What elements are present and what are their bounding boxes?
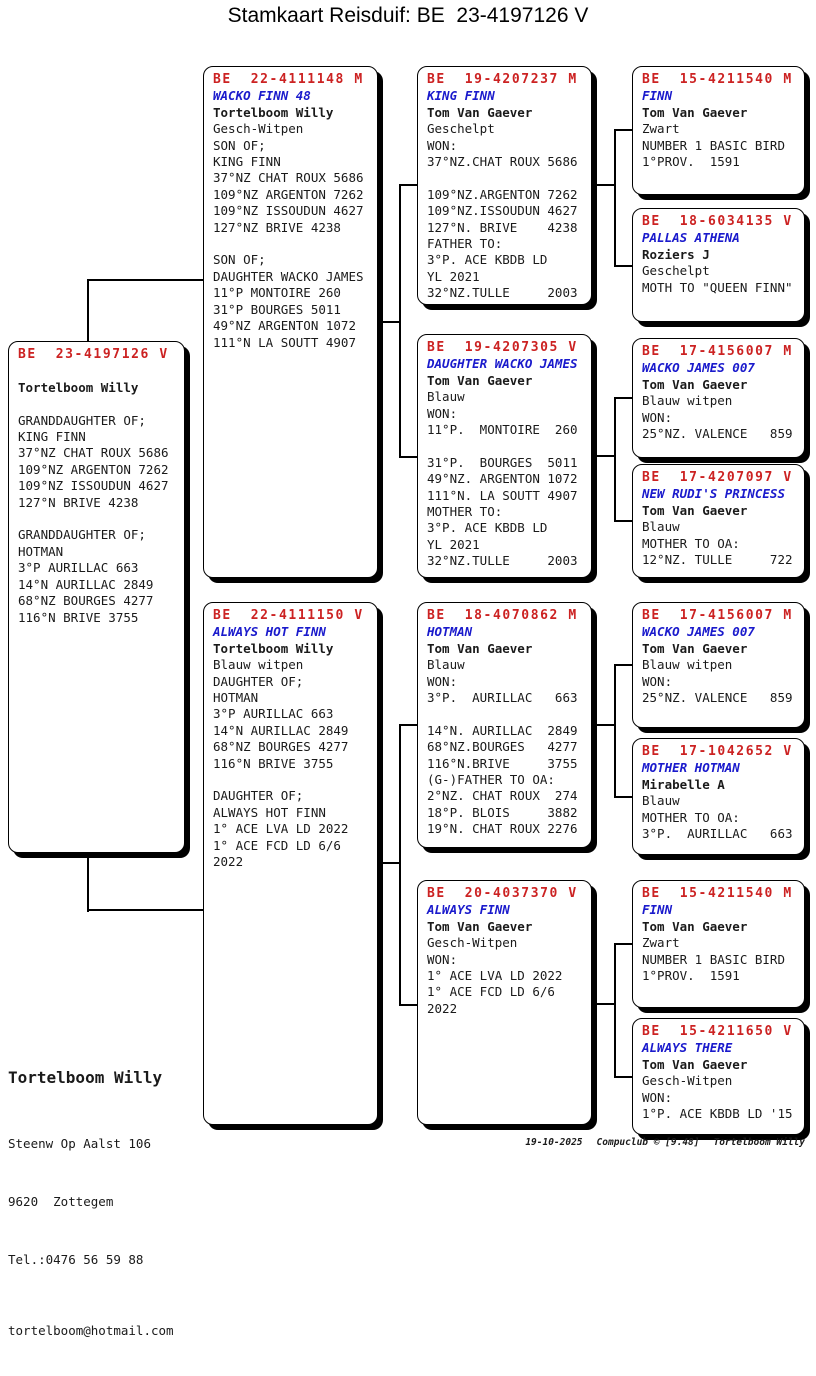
owner-name: Tortelboom Willy bbox=[213, 640, 334, 656]
bird-name: HOTMAN bbox=[427, 624, 473, 640]
pedigree-line: 14°N. AURILLAC 2849 bbox=[427, 722, 578, 738]
pedigree-line: NUMBER 1 BASIC BIRD bbox=[642, 951, 785, 967]
pedigree-line: 25°NZ. VALENCE 859 bbox=[642, 426, 793, 442]
connector-line bbox=[614, 397, 616, 522]
pedigree-line: 11°P MONTOIRE 260 bbox=[213, 285, 341, 301]
connector-line bbox=[594, 455, 616, 457]
bird-name: WACKO FINN 48 bbox=[213, 88, 311, 104]
owner-name: Tom Van Gaever bbox=[427, 104, 533, 120]
pedigree-line: 109°NZ ARGENTON 7262 bbox=[213, 186, 364, 202]
ring-number: BE 23-4197126 V bbox=[18, 347, 169, 362]
ring-number: BE 22-4111148 M bbox=[213, 72, 364, 87]
pedigree-line: 37°NZ.CHAT ROUX 5686 bbox=[427, 154, 578, 170]
pedigree-line: 19°N. CHAT ROUX 2276 bbox=[427, 821, 578, 837]
connector-line bbox=[614, 129, 633, 131]
connector-line bbox=[399, 724, 401, 1006]
pedigree-line: 68°NZ.BOURGES 4277 bbox=[427, 739, 578, 755]
owner-name: Tom Van Gaever bbox=[427, 640, 533, 656]
pedigree-line: DAUGHTER WACKO JAMES bbox=[213, 268, 364, 284]
pedigree-line: KING FINN bbox=[213, 154, 281, 170]
bird-name: ALWAYS HOT FINN bbox=[213, 624, 326, 640]
connector-line bbox=[614, 943, 616, 1078]
owner-name: Roziers J bbox=[642, 246, 710, 262]
ring-number: BE 15-4211650 V bbox=[642, 1024, 793, 1039]
pedigree-box-subject bbox=[8, 341, 185, 853]
pedigree-box-dam bbox=[203, 602, 378, 1125]
pedigree-line: 37°NZ CHAT ROUX 5686 bbox=[213, 170, 364, 186]
pedigree-line: 49°NZ ARGENTON 1072 bbox=[213, 318, 356, 334]
pedigree-line: 116°N BRIVE 3755 bbox=[18, 609, 139, 625]
pedigree-line: MOTH TO "QUEEN FINN" bbox=[642, 279, 793, 295]
pedigree-line: 1°PROV. 1591 bbox=[642, 154, 740, 170]
connector-line bbox=[399, 724, 418, 726]
pedigree-line: 2022 bbox=[213, 854, 244, 870]
pedigree-line: 25°NZ. VALENCE 859 bbox=[642, 690, 793, 706]
ring-number: BE 15-4211540 M bbox=[642, 72, 793, 87]
bird-name: WACKO JAMES 007 bbox=[642, 360, 755, 376]
owner-name: Tom Van Gaever bbox=[642, 640, 748, 656]
pedigree-line: 1° ACE FCD LD 6/6 bbox=[427, 984, 555, 1000]
ring-number: BE 18-6034135 V bbox=[642, 214, 793, 229]
pedigree-line: 1° ACE LVA LD 2022 bbox=[213, 821, 349, 837]
pedigree-box-gg8 bbox=[632, 1018, 805, 1135]
connector-line bbox=[380, 321, 401, 323]
pedigree-line: 2°NZ. CHAT ROUX 274 bbox=[427, 788, 578, 804]
connector-line bbox=[614, 943, 633, 945]
bird-name: DAUGHTER WACKO JAMES bbox=[427, 356, 578, 372]
owner-block bbox=[8, 1030, 174, 1376]
owner-name: Tom Van Gaever bbox=[427, 372, 533, 388]
pedigree-line: FATHER TO: bbox=[427, 236, 503, 252]
pedigree-line: 32°NZ.TULLE 2003 bbox=[427, 285, 578, 301]
pedigree-line: WON: bbox=[427, 405, 458, 421]
connector-line bbox=[614, 265, 633, 267]
pedigree-line: 68°NZ BOURGES 4277 bbox=[213, 739, 349, 755]
bird-name: WACKO JAMES 007 bbox=[642, 624, 755, 640]
pedigree-line: 3°P. AURILLAC 663 bbox=[642, 826, 793, 842]
connector-line bbox=[594, 724, 616, 726]
pedigree-line: YL 2021 bbox=[427, 268, 480, 284]
pedigree-line: Zwart bbox=[642, 935, 680, 951]
pedigree-line: 109°NZ ISSOUDUN 4627 bbox=[213, 203, 364, 219]
ring-number: BE 19-4207237 M bbox=[427, 72, 578, 87]
pedigree-line: 31°P. BOURGES 5011 bbox=[427, 454, 578, 470]
owner-name: Tortelboom Willy bbox=[18, 379, 139, 395]
bird-name: NEW RUDI'S PRINCESS bbox=[642, 486, 785, 502]
owner-name: Tortelboom Willy bbox=[8, 1068, 163, 1087]
pedigree-line: 3°P. AURILLAC 663 bbox=[427, 690, 578, 706]
connector-line bbox=[614, 397, 633, 399]
ring-number: BE 19-4207305 V bbox=[427, 340, 578, 355]
pedigree-box-gg6 bbox=[632, 738, 805, 855]
connector-line bbox=[614, 664, 616, 798]
footer-date: 19-10-2025 bbox=[525, 1137, 583, 1148]
ring-number: BE 20-4037370 V bbox=[427, 886, 578, 901]
pedigree-line: 109°NZ.ISSOUDUN 4627 bbox=[427, 203, 578, 219]
pedigree-line: 3°P. ACE KBDB LD bbox=[427, 520, 548, 536]
owner-name: Tortelboom Willy bbox=[213, 104, 334, 120]
connector-line bbox=[614, 520, 633, 522]
pedigree-box-dam-sire bbox=[417, 602, 592, 848]
page-title: Stamkaart Reisduif: BE 23-4197126 V bbox=[227, 4, 589, 27]
connector-line bbox=[594, 184, 616, 186]
pedigree-line: 127°N. BRIVE 4238 bbox=[427, 219, 578, 235]
pedigree-line: 116°N.BRIVE 3755 bbox=[427, 755, 578, 771]
pedigree-line: 32°NZ.TULLE 2003 bbox=[427, 553, 578, 569]
pedigree-line: Blauw bbox=[427, 657, 465, 673]
pedigree-line: Blauw witpen bbox=[642, 657, 733, 673]
blank-line bbox=[18, 396, 178, 412]
pedigree-line: WON: bbox=[642, 673, 673, 689]
pedigree-line: DAUGHTER OF; bbox=[213, 788, 304, 804]
pedigree-line: 111°N. LA SOUTT 4907 bbox=[427, 487, 578, 503]
pedigree-line: 1°P. ACE KBDB LD '15 bbox=[642, 1106, 793, 1122]
pedigree-line: 127°N BRIVE 4238 bbox=[18, 494, 139, 510]
blank-line bbox=[18, 363, 178, 379]
pedigree-line: 3°P. ACE KBDB LD bbox=[427, 252, 548, 268]
bird-name: PALLAS ATHENA bbox=[642, 230, 740, 246]
pedigree-line: GRANDDAUGHTER OF; bbox=[18, 412, 146, 428]
connector-line bbox=[614, 1076, 633, 1078]
connector-line bbox=[87, 280, 89, 342]
owner-name: Tom Van Gaever bbox=[427, 918, 533, 934]
connector-line bbox=[614, 130, 616, 267]
pedigree-box-gg5 bbox=[632, 602, 805, 728]
pedigree-line: MOTHER TO: bbox=[427, 504, 503, 520]
connector-line bbox=[399, 184, 418, 186]
connector-line bbox=[594, 1003, 616, 1005]
pedigree-line: SON OF; bbox=[213, 252, 266, 268]
connector-line bbox=[399, 184, 401, 458]
pedigree-line: 49°NZ. ARGENTON 1072 bbox=[427, 471, 578, 487]
pedigree-line: 109°NZ ISSOUDUN 4627 bbox=[18, 478, 169, 494]
pedigree-line: 127°NZ BRIVE 4238 bbox=[213, 219, 341, 235]
owner-name: Mirabelle A bbox=[642, 776, 725, 792]
bird-name: KING FINN bbox=[427, 88, 495, 104]
connector-line bbox=[87, 853, 89, 912]
pedigree-line: 109°NZ.ARGENTON 7262 bbox=[427, 186, 578, 202]
pedigree-line: 116°N BRIVE 3755 bbox=[213, 755, 334, 771]
pedigree-line: Blauw witpen bbox=[642, 393, 733, 409]
pedigree-box-sire bbox=[203, 66, 378, 578]
pedigree-line: WON: bbox=[642, 1089, 673, 1105]
pedigree-line: Blauw bbox=[642, 793, 680, 809]
pedigree-line: Blauw bbox=[642, 519, 680, 535]
blank-line bbox=[213, 772, 371, 788]
pedigree-line: Blauw bbox=[427, 389, 465, 405]
pedigree-line: 12°NZ. TULLE 722 bbox=[642, 552, 793, 568]
ring-number: BE 22-4111150 V bbox=[213, 608, 364, 623]
pedigree-line: Gesch-Witpen bbox=[213, 121, 304, 137]
owner-email: tortelboom@hotmail.com bbox=[8, 1323, 174, 1338]
owner-name: Tom Van Gaever bbox=[642, 502, 748, 518]
pedigree-line: NUMBER 1 BASIC BIRD bbox=[642, 137, 785, 153]
owner-phone: Tel.:0476 56 59 88 bbox=[8, 1252, 144, 1267]
pedigree-line: GRANDDAUGHTER OF; bbox=[18, 527, 146, 543]
ring-number: BE 17-4207097 V bbox=[642, 470, 793, 485]
bird-name: ALWAYS THERE bbox=[642, 1040, 733, 1056]
pedigree-line: WON: bbox=[427, 951, 458, 967]
pedigree-line: MOTHER TO OA: bbox=[642, 809, 740, 825]
pedigree-line: ALWAYS HOT FINN bbox=[213, 804, 326, 820]
connector-line bbox=[87, 279, 204, 281]
pedigree-line: 31°P BOURGES 5011 bbox=[213, 301, 341, 317]
pedigree-line: Zwart bbox=[642, 121, 680, 137]
pedigree-line: HOTMAN bbox=[213, 690, 259, 706]
bird-name: ALWAYS FINN bbox=[427, 902, 510, 918]
pedigree-line: WON: bbox=[427, 673, 458, 689]
bird-name: MOTHER HOTMAN bbox=[642, 760, 740, 776]
pedigree-line: 2022 bbox=[427, 1000, 458, 1016]
owner-name: Tom Van Gaever bbox=[642, 104, 748, 120]
pedigree-line: 68°NZ BOURGES 4277 bbox=[18, 593, 154, 609]
bird-name: FINN bbox=[642, 88, 673, 104]
footer-program: Compuclub © [9.48] bbox=[596, 1137, 700, 1148]
pedigree-line: Geschelpt bbox=[427, 121, 495, 137]
pedigree-line: 3°P AURILLAC 663 bbox=[213, 706, 334, 722]
ring-number: BE 17-4156007 M bbox=[642, 608, 793, 623]
blank-line bbox=[427, 438, 585, 454]
connector-line bbox=[614, 664, 633, 666]
footer bbox=[525, 1137, 805, 1148]
ring-number: BE 15-4211540 M bbox=[642, 886, 793, 901]
owner-name: Tom Van Gaever bbox=[642, 918, 748, 934]
pedigree-box-gg2 bbox=[632, 208, 805, 322]
connector-line bbox=[399, 1004, 418, 1006]
pedigree-box-gg3 bbox=[632, 338, 805, 458]
pedigree-line: 1° ACE LVA LD 2022 bbox=[427, 968, 563, 984]
pedigree-box-gg7 bbox=[632, 880, 805, 1008]
pedigree-line: HOTMAN bbox=[18, 543, 64, 559]
pedigree-line: 109°NZ ARGENTON 7262 bbox=[18, 461, 169, 477]
owner-address1: Steenw Op Aalst 106 bbox=[8, 1136, 151, 1151]
pedigree-line: SON OF; bbox=[213, 137, 266, 153]
pedigree-line: Blauw witpen bbox=[213, 657, 304, 673]
pedigree-line: KING FINN bbox=[18, 429, 86, 445]
pedigree-box-gg1 bbox=[632, 66, 805, 195]
pedigree-line: Gesch-Witpen bbox=[642, 1073, 733, 1089]
blank-line bbox=[427, 706, 585, 722]
pedigree-line: MOTHER TO OA: bbox=[642, 535, 740, 551]
pedigree-line: (G-)FATHER TO OA: bbox=[427, 772, 555, 788]
blank-line bbox=[18, 511, 178, 527]
bird-name: FINN bbox=[642, 902, 673, 918]
owner-name: Tom Van Gaever bbox=[642, 376, 748, 392]
pedigree-line: 3°P AURILLAC 663 bbox=[18, 560, 139, 576]
pedigree-line: 37°NZ CHAT ROUX 5686 bbox=[18, 445, 169, 461]
connector-line bbox=[380, 862, 401, 864]
pedigree-box-sire-dam bbox=[417, 334, 592, 578]
pedigree-line: 111°N LA SOUTT 4907 bbox=[213, 334, 356, 350]
pedigree-line: Geschelpt bbox=[642, 263, 710, 279]
pedigree-line: WON: bbox=[427, 137, 458, 153]
pedigree-line: DAUGHTER OF; bbox=[213, 673, 304, 689]
ring-number: BE 18-4070862 M bbox=[427, 608, 578, 623]
owner-address2: 9620 Zottegem bbox=[8, 1194, 114, 1209]
pedigree-line: WON: bbox=[642, 409, 673, 425]
pedigree-box-sire-sire bbox=[417, 66, 592, 305]
connector-line bbox=[614, 796, 633, 798]
footer-publisher: Tortelboom Willy bbox=[713, 1137, 805, 1148]
pedigree-line: 18°P. BLOIS 3882 bbox=[427, 804, 578, 820]
pedigree-line: YL 2021 bbox=[427, 536, 480, 552]
pedigree-line: Gesch-Witpen bbox=[427, 935, 518, 951]
pedigree-box-dam-dam bbox=[417, 880, 592, 1125]
pedigree-line: 1° ACE FCD LD 6/6 bbox=[213, 837, 341, 853]
pedigree-line: 14°N AURILLAC 2849 bbox=[18, 576, 154, 592]
ring-number: BE 17-1042652 V bbox=[642, 744, 793, 759]
pedigree-box-gg4 bbox=[632, 464, 805, 578]
pedigree-line: 1°PROV. 1591 bbox=[642, 968, 740, 984]
connector-line bbox=[87, 909, 204, 911]
ring-number: BE 17-4156007 M bbox=[642, 344, 793, 359]
blank-line bbox=[427, 170, 585, 186]
blank-line bbox=[213, 236, 371, 252]
pedigree-line: 11°P. MONTOIRE 260 bbox=[427, 422, 578, 438]
pedigree-line: 14°N AURILLAC 2849 bbox=[213, 722, 349, 738]
connector-line bbox=[399, 456, 418, 458]
owner-name: Tom Van Gaever bbox=[642, 1056, 748, 1072]
